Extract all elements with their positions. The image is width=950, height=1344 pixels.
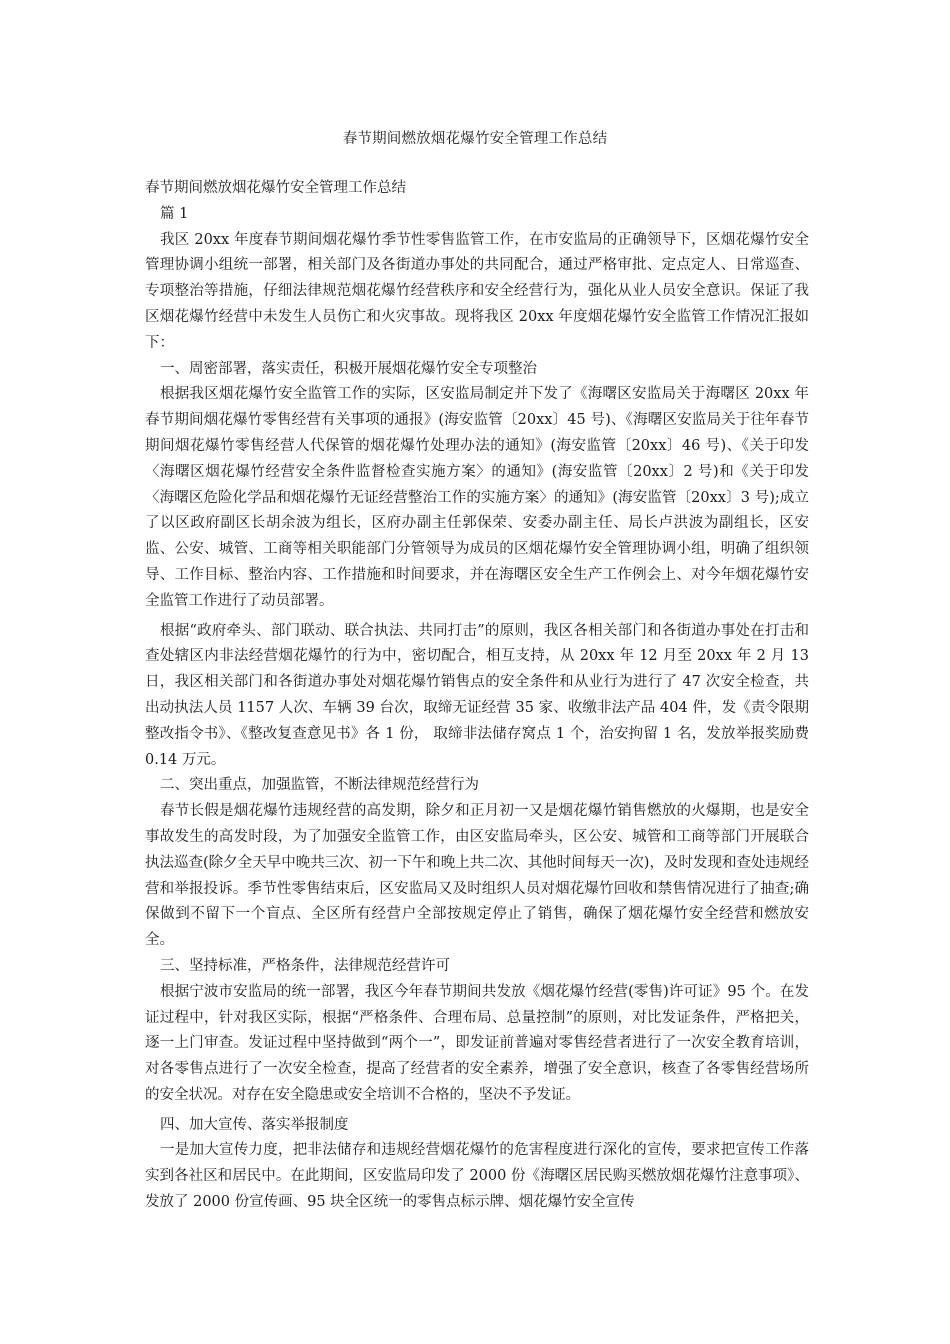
document-body [145, 176, 809, 1216]
section-heading: 四、加大宣传、落实举报制度 [160, 1116, 349, 1133]
paragraph: 根据“政府牵头、部门联动、联合执法、共同打击”的原则，我区各相关部门和各街道办事处在打击和查处辖区内非法经营烟花爆竹的行为中，密切配合，相互支持，从 20xx 年 12 月至 20xx 年 2 月 13 日，我区相关部门和各街道办事处对烟花爆竹销售点的安全条件和从业行为进行了 47 次安全检查，共出动执法人员 1157 人次、车辆 39 台次，取缔无证经营 35 家、收缴非法产品 404 件，发《责令限期整改指令书》、《整改复查意见书》各 1 份， 取缔非法储存窝点 1 个，治安拘留 1 名，发放举报奖励费 0.14 万元。 [145, 622, 809, 768]
paragraph: 根据宁波市安监局的统一部署，我区今年春节期间共发放《烟花爆竹经营(零售)许可证》95 个。在发证过程中，针对我区实际，根据“严格条件、合理布局、总量控制”的原则，对比发证条件，严格把关，逐一上门审查。发证过程中坚持做到“两个一”，即发证前普遍对零售经营者进行了一次安全教育培训，对各零售点进行了一次安全检查，提高了经营者的安全素养，增强了安全意识，核查了各零售经营场所的安全状况。对存在安全隐患或安全培训不合格的，坚决不予发证。 [145, 983, 809, 1103]
paragraph: 一是加大宣传力度，把非法储存和违规经营烟花爆竹的危害程度进行深化的宣传，要求把宣传工作落实到各社区和居民中。在此期间，区安监局印发了 2000 份《海曙区居民购买燃放烟花爆竹注意事项》、发放了 2000 份宣传画、95 块全区统一的零售点标示牌、烟花爆竹安全宣传 [145, 1142, 809, 1211]
document-subtitle: 春节期间燃放烟花爆竹安全管理工作总结 [145, 180, 406, 196]
paragraph: 春节长假是烟花爆竹违规经营的高发期，除夕和正月初一又是烟花爆竹销售燃放的火爆期，也是安全事故发生的高发时段，为了加强安全监管工作，由区安监局牵头，区公安、城管和工商等部门开展联合执法巡查(除夕全天早中晚共三次、初一下午和晚上共二次、其他时间每天一次)，及时发现和查处违规经营和举报投诉。季节性零售结束后，区安监局又及时组织人员对烟花爆竹回收和禁售情况进行了抽查;确保做到不留下一个盲点、全区所有经营户全部按规定停止了销售，确保了烟花爆竹安全经营和燃放安全。 [145, 803, 809, 949]
paragraph: 根据我区烟花爆竹安全监管工作的实际，区安监局制定并下发了《海曙区安监局关于海曙区 20xx 年春节期间烟花爆竹零售经营有关事项的通报》(海安监管〔20xx〕45 号)、《海曙区安监局关于往年春节期间烟花爆竹零售经营人代保管的烟花爆竹处理办法的通知》(海安监管〔20xx〕46 号)、《关于印发〈海曙区烟花爆竹经营安全条件监督检查实施方案〉的通知》(海安监管〔20xx〕2 号)和《关于印发〈海曙区危险化学品和烟花爆竹无证经营整治工作的实施方案〉的通知》(海安监管〔20xx〕3 号);成立了以区政府副区长胡余波为组长，区府办副主任郭保荣、安委办副主任、局长卢洪波为副组长，区安监、公安、城管、工商等相关职能部门分管领导为成员的区烟花爆竹安全管理协调小组，明确了组织领导、工作目标、整治内容、工作措施和时间要求，并在海曙区安全生产工作例会上、对今年烟花爆竹安全监管工作进行了动员部署。 [145, 386, 809, 609]
document-title: 春节期间燃放烟花爆竹安全管理工作总结 [342, 131, 608, 147]
section-label: 篇 1 [160, 205, 189, 222]
section-heading: 二、突出重点，加强监管，不断法律规范经营行为 [160, 777, 479, 794]
paragraph: 我区 20xx 年度春节期间烟花爆竹季节性零售监管工作，在市安监局的正确领导下，区烟花爆竹安全管理协调小组统一部署，相关部门及各街道办事处的共同配合，通过严格审批、定点定人、日常巡查、专项整治等措施，仔细法律规范烟花爆竹经营秩序和安全经营行为，强化从业人员安全意识。保证了我区烟花爆竹经营中未发生人员伤亡和火灾事故。现将我区 20xx 年度烟花爆竹安全监管工作情况汇报如下： [145, 231, 809, 351]
section-heading: 三、坚持标准，严格条件，法律规范经营许可 [160, 957, 450, 974]
section-heading: 一、周密部署，落实责任，积极开展烟花爆竹安全专项整治 [160, 360, 537, 377]
